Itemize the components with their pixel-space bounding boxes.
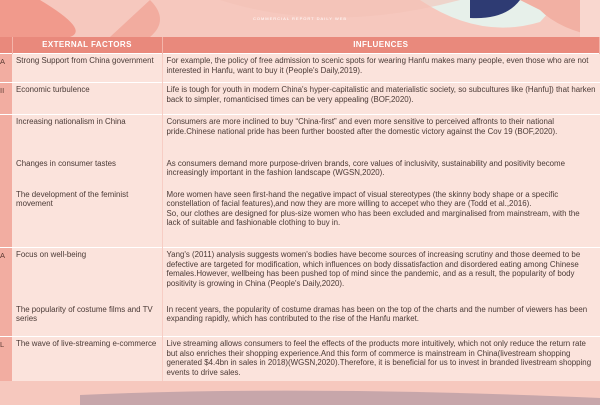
influence-cell: [162, 188, 600, 248]
influence-text-continued: So, our clothes are designed for plus-size women who has been excluded and marginalised from mainstream, with the lack of suitable and fashionable clothing to buy in.: [166, 208, 580, 228]
category-cell: [0, 157, 12, 188]
influence-cell: Consumers are more inclined to buy “China-first” and even more sensitive to perceived affronts to their national pride.Chinese national pride has been further boosted after the domestic victory against the Cov 19 (BOF,2020).: [162, 115, 600, 157]
table-row: [0, 248, 600, 303]
header-category: [0, 37, 12, 54]
header-caption: COMMERCIAL REPORT DAILY WEB: [252, 16, 348, 21]
influence-cell: For example, the policy of free admission to scenic spots for wearing Hanfu makes many people, even those who are not interested in Hanfu, want to buy it (People's Daily,2019).: [162, 54, 600, 83]
header-influences: INFLUENCES: [162, 37, 600, 54]
factors-table: [0, 37, 600, 381]
influence-cell: Yang's (2011) analysis suggests women's bodies have become sources of increasing scrutiny and those deemed to be defective are targeted for modification, which influences on body dissatisfaction and disordered eating among Chinese females.However, wellbeing has been pushed top of mind since the pandemic, and as a result, the popularity of body positivity is growing in China (People's Daily,2020).: [162, 248, 600, 303]
factor-cell: Strong Support from China government: [12, 54, 162, 83]
influence-cell: Live streaming allows consumers to feel the effects of the products more intuitively, which not only reduce the return rate but also enriches their shopping experience.And this form of commerce is mainstream in China(livestream shopping generated $4.4bn in sales in 2018)(WGSN,2020).Therefore, it is beneficial for us to invest in branded livestream shopping events to drive sales.: [162, 337, 600, 381]
category-cell: II: [0, 83, 12, 115]
table-row: [0, 115, 600, 157]
factor-cell: The wave of live-streaming e-commerce: [12, 337, 162, 381]
header-external-factors: EXTERNAL FACTORS: [12, 37, 162, 54]
factor-cell: Focus on well-being: [12, 248, 162, 303]
table-row: [0, 83, 600, 115]
influence-cell: Life is tough for youth in modern China's hyper-capitalistic and materialistic society, so subcultures like (Hanfu]) that harken back to simpler, romanticised times can be very appealing (BOF,2020).: [162, 83, 600, 115]
influence-cell: In recent years, the popularity of costume dramas has been on the top of the charts and the number of viewers has been expanding rapidly, which has contributed to the rise of the Hanfu market.: [162, 303, 600, 337]
category-cell: A: [0, 248, 12, 303]
table-row: [0, 337, 600, 381]
influence-cell: As consumers demand more purpose-driven brands, core values of inclusivity, sustainability and positivity become increasingly important in the fashion landscape (WGSN,2020).: [162, 157, 600, 188]
table-header-row: [0, 37, 600, 54]
category-cell: [0, 303, 12, 337]
category-cell: A: [0, 54, 12, 83]
factor-cell: The popularity of costume films and TV series: [12, 303, 162, 337]
table-row: [0, 157, 600, 188]
category-cell: [0, 188, 12, 248]
category-cell: [0, 115, 12, 157]
influence-text: More women have seen first-hand the negative impact of visual stereotypes (the skinny body shape or a specific constellation of facial features),and now they are more willing to accepet who they are (Todd et al.,2016).: [166, 189, 559, 209]
table-row: [0, 188, 600, 248]
table-row: [0, 54, 600, 83]
category-cell: L: [0, 337, 12, 381]
factor-cell: Increasing nationalism in China: [12, 115, 162, 157]
table-row: [0, 303, 600, 337]
factor-cell: Changes in consumer tastes: [12, 157, 162, 188]
factor-cell: Economic turbulence: [12, 83, 162, 115]
factor-cell: The development of the feminist movement: [12, 188, 162, 248]
